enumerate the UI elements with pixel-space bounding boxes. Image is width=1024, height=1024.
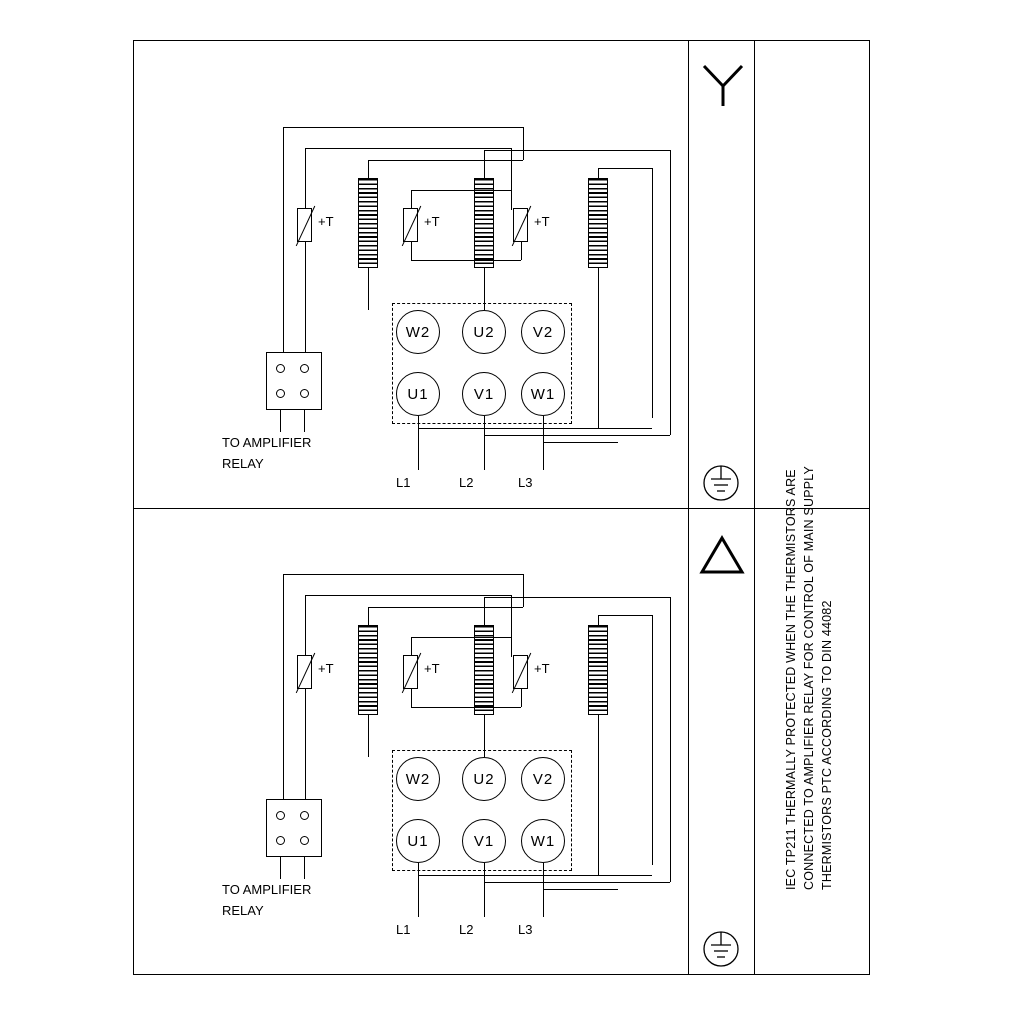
coil-lead: [368, 715, 369, 757]
supply-lead-l1: [418, 416, 419, 470]
symbol-column-divider: [688, 40, 689, 975]
terminal-u1: U1: [396, 819, 440, 863]
terminal-w2: W2: [396, 310, 440, 354]
panel-divider: [133, 508, 870, 509]
thermistor-wire: [305, 689, 306, 804]
supply-bus: [543, 889, 618, 890]
bus-line: [305, 148, 511, 149]
thermistor-2: [403, 655, 418, 689]
amplifier-label-line1: TO AMPLIFIER: [222, 435, 312, 450]
terminal-u2: U2: [462, 757, 506, 801]
bus-line: [368, 160, 523, 161]
bus-line: [523, 574, 524, 607]
motor-coil-2: [474, 625, 494, 715]
thermistor-label-2: +T: [424, 661, 440, 676]
amplifier-lead: [280, 857, 281, 879]
bus-line: [652, 168, 653, 418]
terminal-dot: [276, 389, 285, 398]
amplifier-terminal-box: [266, 799, 322, 857]
thermistor-wire: [521, 689, 522, 707]
bus-line: [305, 595, 306, 655]
delta-triangle-icon: [698, 534, 746, 576]
supply-label-l1: L1: [396, 922, 411, 937]
terminal-v1: V1: [462, 372, 506, 416]
thermistor-label-3: +T: [534, 661, 550, 676]
supply-lead-l1: [418, 863, 419, 917]
coil-lead: [598, 168, 599, 178]
motor-coil-1: [358, 625, 378, 715]
coil-lead: [484, 150, 485, 178]
thermistor-wire: [411, 242, 412, 260]
thermistor-1: [297, 655, 312, 689]
supply-label-l1: L1: [396, 475, 411, 490]
amplifier-lead: [304, 857, 305, 879]
supply-bus: [418, 875, 652, 876]
bus-line: [598, 168, 652, 169]
coil-lead: [598, 615, 599, 625]
terminal-dot: [300, 811, 309, 820]
supply-lead-l2: [484, 863, 485, 917]
thermistor-label-2: +T: [424, 214, 440, 229]
thermistor-1: [297, 208, 312, 242]
bus-line: [598, 615, 652, 616]
terminal-dot: [300, 389, 309, 398]
earth-ground-icon-star: [700, 462, 742, 504]
amplifier-label-line1: TO AMPLIFIER: [222, 882, 312, 897]
coil-lead: [598, 715, 599, 875]
bus-line: [670, 150, 671, 435]
supply-lead-l2: [484, 416, 485, 470]
motor-coil-3: [588, 178, 608, 268]
coil-lead: [598, 268, 599, 428]
thermistor-wire: [305, 242, 306, 357]
thermistor-wire: [521, 242, 522, 260]
thermistor-3: [513, 208, 528, 242]
terminal-v2: V2: [521, 757, 565, 801]
coil-lead: [368, 607, 369, 625]
terminal-u1: U1: [396, 372, 440, 416]
terminal-dot: [300, 836, 309, 845]
bus-line: [484, 597, 670, 598]
terminal-w1: W1: [521, 372, 565, 416]
thermistor-wire: [283, 689, 284, 804]
amplifier-lead: [304, 410, 305, 432]
terminal-w1: W1: [521, 819, 565, 863]
thermistor-label-3: +T: [534, 214, 550, 229]
supply-label-l2: L2: [459, 475, 474, 490]
supply-bus: [484, 882, 670, 883]
thermistor-wire: [283, 242, 284, 357]
bus-line: [305, 148, 306, 208]
thermistor-label-1: +T: [318, 661, 334, 676]
supply-lead-l3: [543, 863, 544, 917]
note-line-3: THERMISTORS PTC ACCORDING TO DIN 44082: [820, 600, 834, 890]
terminal-dot: [276, 364, 285, 373]
terminal-v2: V2: [521, 310, 565, 354]
terminal-w2: W2: [396, 757, 440, 801]
coil-lead: [368, 160, 369, 178]
coil-lead: [484, 597, 485, 625]
motor-coil-3: [588, 625, 608, 715]
thermistor-3: [513, 655, 528, 689]
note-line-2: CONNECTED TO AMPLIFIER RELAY FOR CONTROL OF MAIN SUPPLY: [802, 465, 816, 890]
thermistor-label-1: +T: [318, 214, 334, 229]
motor-coil-2: [474, 178, 494, 268]
coil-lead: [368, 268, 369, 310]
supply-bus: [543, 442, 618, 443]
bus-line: [670, 597, 671, 882]
amplifier-terminal-box: [266, 352, 322, 410]
supply-bus: [484, 435, 670, 436]
bus-line: [283, 574, 523, 575]
amplifier-lead: [280, 410, 281, 432]
terminal-u2: U2: [462, 310, 506, 354]
thermistor-wire: [411, 707, 521, 708]
supply-lead-l3: [543, 416, 544, 470]
amplifier-label-line2: RELAY: [222, 456, 264, 471]
terminal-dot: [276, 811, 285, 820]
note-column-divider: [754, 40, 755, 975]
supply-label-l3: L3: [518, 922, 533, 937]
bus-line: [484, 150, 670, 151]
bus-line: [523, 127, 524, 160]
terminal-dot: [300, 364, 309, 373]
star-wye-icon: [700, 62, 746, 110]
amplifier-label-line2: RELAY: [222, 903, 264, 918]
note-line-1: IEC TP211 THERMALLY PROTECTED WHEN THE THERMISTORS ARE: [784, 469, 798, 890]
supply-label-l3: L3: [518, 475, 533, 490]
bus-line: [511, 595, 512, 657]
terminal-dot: [276, 836, 285, 845]
thermistor-wire: [411, 260, 521, 261]
bus-line: [368, 607, 523, 608]
thermistor-wire: [411, 637, 412, 655]
supply-label-l2: L2: [459, 922, 474, 937]
bus-line: [652, 615, 653, 865]
thermistor-wire: [411, 190, 511, 191]
bus-line: [305, 595, 511, 596]
bus-line: [511, 148, 512, 210]
thermistor-wire: [411, 637, 511, 638]
terminal-v1: V1: [462, 819, 506, 863]
motor-coil-1: [358, 178, 378, 268]
bus-line: [283, 127, 523, 128]
supply-bus: [418, 428, 652, 429]
earth-ground-icon-delta: [700, 928, 742, 970]
thermistor-wire: [411, 689, 412, 707]
thermistor-wire: [411, 190, 412, 208]
thermistor-2: [403, 208, 418, 242]
